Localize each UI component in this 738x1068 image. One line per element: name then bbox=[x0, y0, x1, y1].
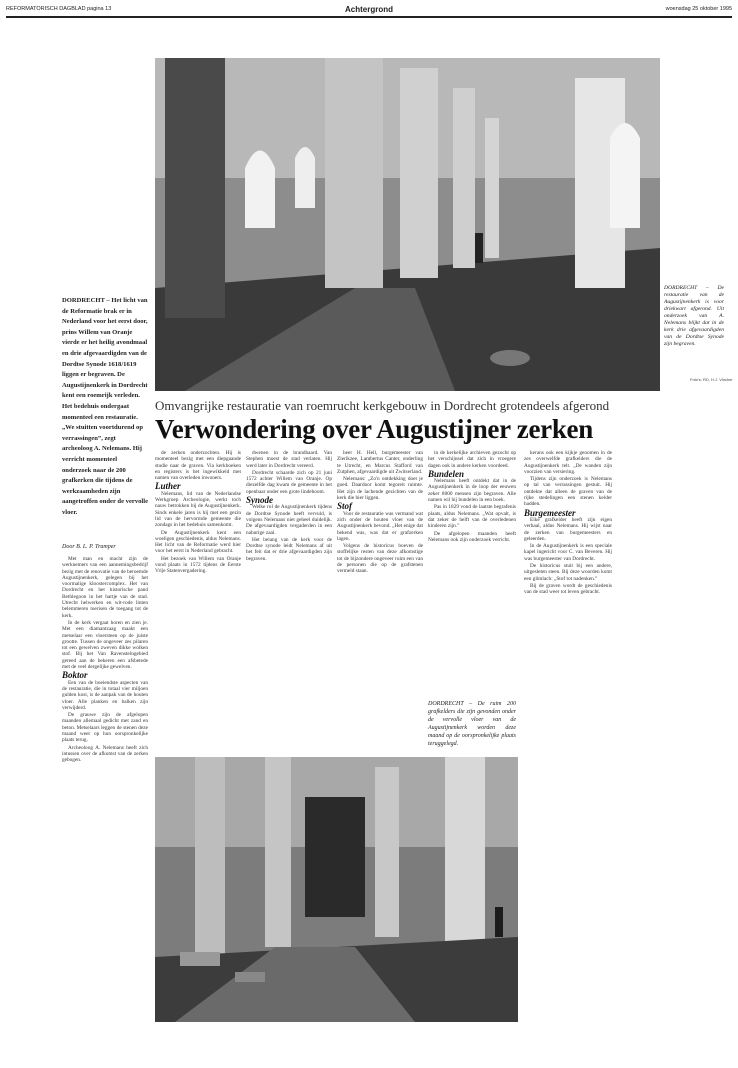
paragraph: Het belang van de kerk voor de Dordtse synode leidt Nelemans af uit het feit dat er drie afgevaardigden zijn begraven. bbox=[246, 536, 332, 562]
paragraph: De Augustijnenkerk kent een woeligen geschiedenis, aldus Nelemans. Het licht van de Reformatie werd hier voor het eerst in Nederland gebracht. bbox=[155, 529, 241, 555]
article-lead: DORDRECHT – Het licht van de Reformatie brak er in Nederland voor het eerst door, prins Willem van Oranje vierde er het heilig avondmaal en drie afgevaardigden van de Dordtse Synode 1618/1619 liggen er begraven. De Augustijnenkerk in Dordrecht kent een roemrijk verleden. Het bedehuis ondergaat momenteel een restauratie. „We stuitten voortdurend op verrassingen”, zegt archeoloog A. Nelemans. Hij verricht momenteel onderzoek naar de 200 grafkerken die tijdens de werkzaamheden zijn aangetroffen onder de vervolle vloer. bbox=[62, 297, 149, 516]
newspaper-page-label: REFORMATORISCH DAGBLAD pagina 13 bbox=[6, 6, 112, 12]
paragraph: Volgens de historicus boeven de stoffelijke resten van deze afkomstige tot de bijzondere ongeveer ruim een van de personen die op de grafstenen vermeld staan. bbox=[337, 543, 423, 575]
subhead: Stof bbox=[337, 501, 353, 512]
header-rule bbox=[6, 16, 732, 18]
paragraph: In de Augustijnenkerk is een speciale kapel ingericht voor C. van Beveren. Hij was burgemeester van Dordrecht. bbox=[524, 543, 612, 562]
paragraph: Tijdens zijn onderzoek is Nelemans op tal van verrassingen gestuit. Hij ontdekte dat alleen de graven van de rijke stedelingen een stenen kelder hadden. bbox=[524, 476, 612, 508]
paragraph: Voor de restauratie was vermand wat zich onder de houten vloer van de Augustijnenkerk bevond. „Het enige dat bekend was, was dat er grafzerken lagen. bbox=[337, 510, 423, 542]
photo-credit: Foto's: RD, H.J. Vincher bbox=[690, 377, 733, 382]
paragraph: Met man en macht zijn de werknemers van een aannemingsbedrijf bezig met de renovatie van de beroemde Augustijnenkerk, gelegen bij het voormalige kloostercomplex. Het van Dordrecht en het historische pand Bethlegoon in het hartje van de stad. Utrecht helwerken en wit-rode linten belemmeren toerisen de toegang tot de kerk. bbox=[62, 556, 148, 619]
article-headline: Verwondering over Augustijner zerken bbox=[155, 414, 593, 444]
paragraph: Nelemans heeft ontdekt dat in de Augustijnenkerk in de loop der eeuwen zeker 8000 mensen zijn begraven. Alle namen wil hij bundelen in een boek. bbox=[428, 478, 516, 504]
issue-date: woensdag 25 oktober 1995 bbox=[665, 6, 732, 12]
paragraph: Nelemans: „Zo'n ontdekking doet je goed. Daardoor komt tegoreit ruimte. Het zijn de lachende gezichten van de kerk die hier liggen. bbox=[337, 476, 423, 502]
church-interior-photo bbox=[155, 58, 660, 391]
subhead: Luther bbox=[155, 481, 181, 492]
paragraph: Bij de graven wordt de geschiedenis van de stad weer tot leven gebracht. bbox=[524, 582, 612, 596]
subhead: Synode bbox=[246, 495, 273, 506]
top-photo-caption: DORDRECHT – De restauratie van de Augustijnenkerk is voor driekwart afgerond. Uit onderzoek van A. Nelemans blijkt dat in de kerk drie afgevaardigden van de Dordtse Synode zijn begraven. bbox=[664, 285, 724, 347]
article-byline: Door B. L. P. Tramper bbox=[62, 544, 116, 550]
subhead: Bundelen bbox=[428, 468, 465, 479]
paragraph: Een van de boeiendste aspecten van de restauratie, die in totaal vier miljoen gulden kost, is de aanpak van de houten vloer. Alle planken en balken zijn verwijderd. bbox=[62, 679, 148, 711]
article-column-3 bbox=[246, 450, 332, 755]
paragraph: in de kerkelijke archieven gezocht op het verschijnsel dat zich in vroegere dagen ook in andere kerken voordeed. bbox=[428, 450, 516, 469]
paragraph: dwenen in de brandhaard. Van Stephen moest de stad verlaten. Hij werd later in Dordrecht vereerd. bbox=[246, 450, 332, 469]
article-column-4 bbox=[337, 450, 423, 755]
paragraph: kerans ook een kijkje genomen in de zes overwelfde grafkelders die de Augustijnenkerk telt. „De wanden zijn voorzien van versiering. bbox=[524, 450, 612, 475]
paragraph: Elke grafkelder heeft zijn eigen verhaal, aldus Nelemans. Hij wijst naar de zerken van burgemeesters en geleerden. bbox=[524, 516, 612, 542]
middle-photo-caption: DORDRECHT – De ruim 200 grafkelders die zijn gevonden onder de vervolle vloer van de Augustijnenkerk worden deze maand op de oorspronkelijke plaats teruggelegd. bbox=[428, 701, 516, 747]
article-column-5 bbox=[428, 450, 516, 650]
paragraph: heer H. Hell, burgemeester van Zierikzee, Lambertus Canter, onderling te Utrecht, en Marcus Stafford van Zutphen, afgevaardigde uit Zwitserland. bbox=[337, 450, 423, 475]
section-title: Achtergrond bbox=[345, 4, 393, 14]
paragraph: Dordrecht schaarde zich op 21 juni 1572 achter Willem van Oranje. Op diezelfde dag kwam de gemeente in het openbaar onder een grote lindeboom. bbox=[246, 469, 332, 495]
paragraph: In de kerk vergaat horen en zien je. Met een diamantzaag maakt een metselaar een vloersteen op de juiste grootte. Tussen de ongeveer zes pilaren tot een gewelven zweven dikke wolken stof. Bij het Van Ravensteingebied gereed aan de bekeren een afsbetede met de veel dergelijke gewelven. bbox=[62, 619, 148, 671]
article-kicker: Omvangrijke restauratie van roemrucht kerkgebouw in Dordrecht grotendeels afgerond bbox=[155, 398, 610, 413]
restoration-floor-photo bbox=[155, 757, 518, 1022]
subhead: Boktor bbox=[62, 670, 88, 681]
subhead: Burgemeester bbox=[524, 507, 576, 518]
paragraph: Nelemans, lid van de Nederlandse Werkgroep Archeologie, werkt toch nauw betrokken bij de Augustijnenkerk. Sinds enkele jaren is hij met een gezin lid van de hervormde gemeente die zondags in het bedehuis samenkomt. bbox=[155, 490, 241, 529]
paragraph: Archeoloog A. Nelemans heeft zich intussen over de afkomst van de zerken gebogen. bbox=[62, 744, 148, 764]
paragraph: de zerken onderzochten. Hij is momenteel bezig met een diepgaande studie naar de graven. Via kerkboeken en registers is het ingewikkeld met namen van overleden inwoners. bbox=[155, 450, 241, 482]
article-column-1 bbox=[62, 556, 148, 1016]
paragraph: Het bezoek van Willem van Oranje vond plaats in 1572 tijdens de Eerste Vrije Statenvergadering. bbox=[155, 555, 241, 575]
article-column-2 bbox=[155, 450, 241, 755]
page-header bbox=[6, 3, 732, 15]
paragraph: Pas in 1829 vond de laatste begrafenis plaats, aldus Nelemans. „Wat opvalt, is dat zeker de helft van de overledenen kinderen zijn.” bbox=[428, 504, 516, 530]
paragraph: Welke rol de Augustijnenkerk tijdens de Dordtse Synode heeft vervuld, is volgens Nelemans niet geheel duidelijk. De afgevaardigden vergaderden in een naburige zaal. bbox=[246, 504, 332, 536]
paragraph: De grauwe zijn de afgelopen maanden allemaal gedicht met zand en beton. Metselaars leggen de stenen deze maand weer op hun oorspronkelijke plaats terug. bbox=[62, 712, 148, 744]
paragraph: De afgelopen maanden heeft Nelemans ook zijn onderzoek verricht. bbox=[428, 530, 516, 543]
article-column-6 bbox=[524, 450, 612, 1010]
paragraph: De historicus stuit bij een andere, uitgesleten steen. Bij deze woorden komt een glimlach: „Stof tot nadenken.” bbox=[524, 563, 612, 582]
